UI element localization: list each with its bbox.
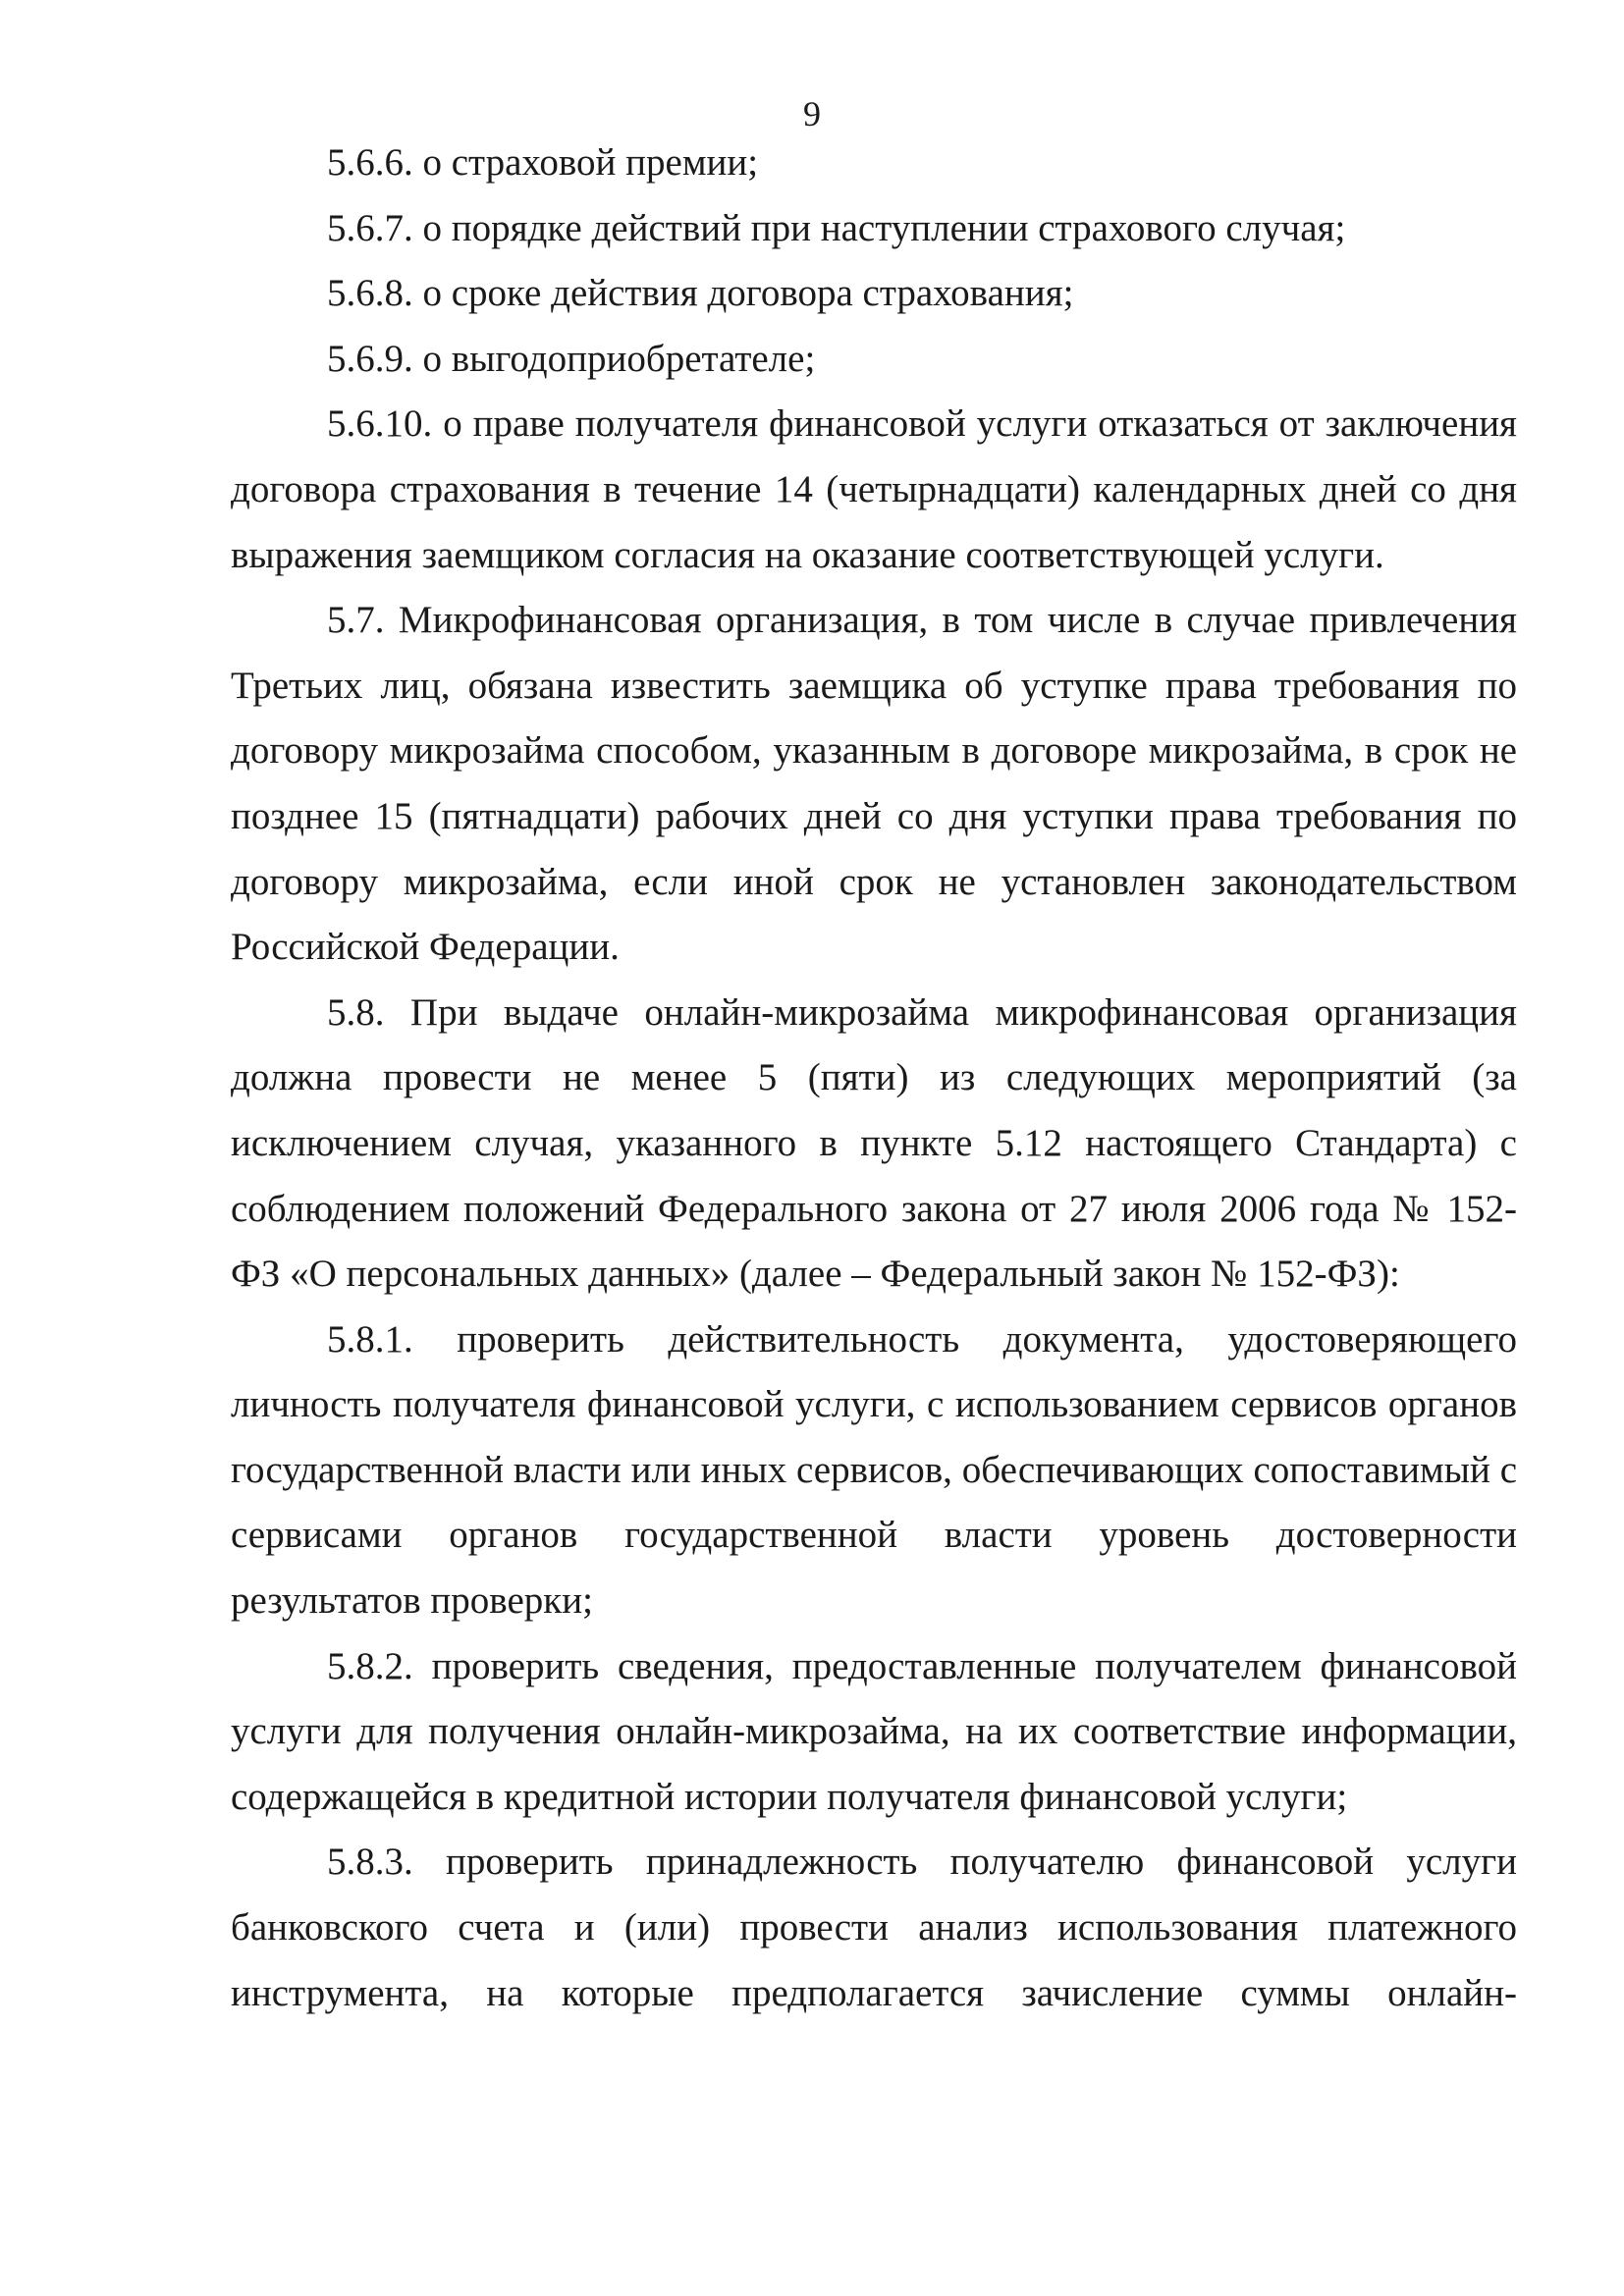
clause-5-6-10: 5.6.10. о праве получателя финансовой услуги отказаться от заключения договора страхования в течение 14 (четырнадцати) календарных дней со дня выражения заемщиком согласия на оказание соответствующей услуги. bbox=[231, 402, 1517, 576]
document-body bbox=[231, 131, 1517, 2026]
page-number: 9 bbox=[803, 94, 821, 133]
clause-5-8-2: 5.8.2. проверить сведения, предоставленные получателем финансовой услуги для получения онлайн-микрозайма, на их соответствие информации, содержащейся в кредитной истории получателя финансовой услуги; bbox=[231, 1644, 1517, 1818]
clause-5-8-3: 5.8.3. проверить принадлежность получателю финансовой услуги банковского счета и (или) провести анализ использования платежного инструмента, на которые предполагается зачисление суммы онлайн- bbox=[231, 1841, 1517, 2014]
clause-5-8: 5.8. При выдаче онлайн-микрозайма микрофинансовая организация должна провести не менее 5 (пяти) из следующих мероприятий (за исключением случая, указанного в пункте 5.12 настоящего Стандарта) с соблюдением положений Федерального закона от 27 июля 2006 года № 152-ФЗ «О персональных данных» (далее – Федеральный закон № 152-ФЗ): bbox=[231, 990, 1517, 1296]
clause-5-8-1: 5.8.1. проверить действительность документа, удостоверяющего личность получателя финансовой услуги, с использованием сервисов органов государственной власти или иных сервисов, обеспечивающих сопоставимый с сервисами органов государственной власти уровень достоверности результатов проверки; bbox=[231, 1317, 1517, 1623]
clause-5-6-6: 5.6.6. о страховой премии; bbox=[327, 141, 759, 184]
clause-5-6-7: 5.6.7. о порядке действий при наступлении страхового случая; bbox=[327, 206, 1346, 249]
clause-5-7: 5.7. Микрофинансовая организация, в том числе в случае привлечения Третьих лиц, обязана известить заемщика об уступке права требования по договору микрозайма способом, указанным в договоре микрозайма, в срок не позднее 15 (пятнадцати) рабочих дней со дня уступки права требования по договору микрозайма, если иной срок не установлен законодательством Российской Федерации. bbox=[231, 599, 1517, 969]
clause-5-6-9: 5.6.9. о выгодоприобретателе; bbox=[327, 337, 816, 380]
clause-5-6-8: 5.6.8. о сроке действия договора страхования; bbox=[327, 272, 1074, 315]
